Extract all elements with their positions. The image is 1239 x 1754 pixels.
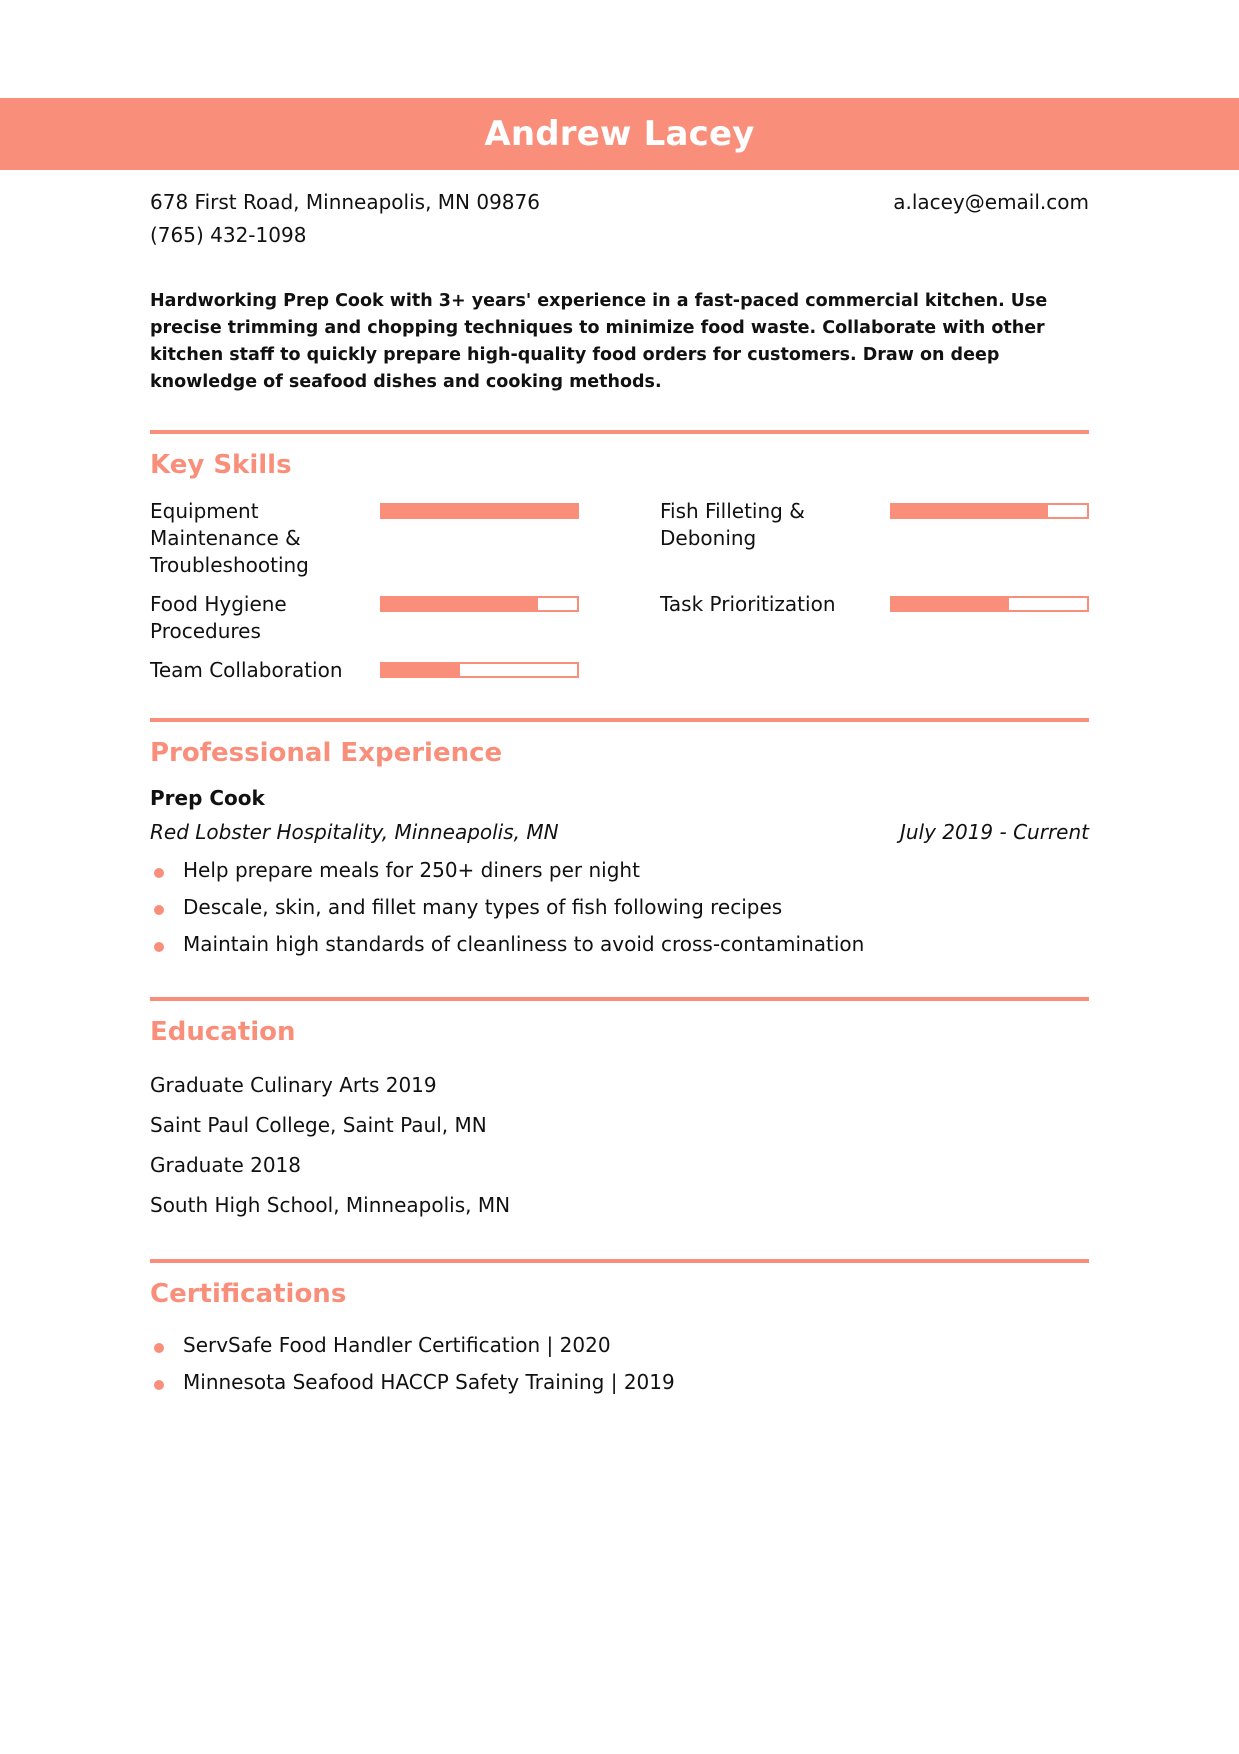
skills-title: Key Skills <box>150 450 292 480</box>
experience-section <box>150 718 1089 963</box>
skill-fill <box>382 505 577 517</box>
header-band <box>0 98 1239 170</box>
education-line: South High School, Minneapolis, MN <box>150 1193 511 1217</box>
skill-bar <box>380 503 579 519</box>
skill-fill <box>382 598 538 610</box>
experience-title: Professional Experience <box>150 738 503 768</box>
certifications-title: Certifications <box>150 1279 347 1309</box>
professional-summary: Hardworking Prep Cook with 3+ years' experience in a fast-paced commercial kitchen. Use precise trimming and chopping techniques to minimize food waste. Collaborate with other kitchen staff to quickly prepare high-quality food orders for customers. Draw on deep knowledge of seafood dishes and cooking methods. <box>150 291 1048 392</box>
skill-fill <box>892 505 1048 517</box>
skill-label: Equipment Maintenance & Troubleshooting <box>150 499 309 577</box>
skill-fill <box>382 664 460 676</box>
certification-list <box>150 1327 1089 1401</box>
contact-email[interactable]: a.lacey@email.com <box>893 190 1089 214</box>
certifications-section <box>150 1259 1089 1401</box>
contact-row-phone <box>150 219 1089 252</box>
job-bullets <box>150 852 1089 963</box>
skills-grid <box>150 498 1089 684</box>
list-item: ServSafe Food Handler Certification | 2020 <box>150 1327 1089 1364</box>
skill-label: Task Prioritization <box>660 592 836 616</box>
skill-bar <box>380 596 579 612</box>
resume-body <box>150 186 1089 1401</box>
job-meta <box>150 820 1089 844</box>
candidate-name: Andrew Lacey <box>484 114 755 154</box>
skill-bar <box>380 662 579 678</box>
skill-label: Food Hygiene Procedures <box>150 592 287 643</box>
skill-fill <box>892 598 1009 610</box>
list-item: Descale, skin, and fillet many types of fish following recipes <box>150 889 1089 926</box>
skill-bar <box>890 596 1089 612</box>
skill-bar <box>890 503 1089 519</box>
skill-label: Fish Filleting & Deboning <box>660 499 805 550</box>
company: Red Lobster Hospitality, Minneapolis, MN <box>150 820 559 844</box>
skill-label: Team Collaboration <box>150 658 343 682</box>
contact-phone: (765) 432-1098 <box>150 223 307 247</box>
job-title: Prep Cook <box>150 786 265 810</box>
skills-section <box>150 430 1089 684</box>
education-title: Education <box>150 1017 296 1047</box>
job-dates: July 2019 - Current <box>899 820 1089 844</box>
education-line: Saint Paul College, Saint Paul, MN <box>150 1113 487 1137</box>
list-item: Help prepare meals for 250+ diners per night <box>150 852 1089 889</box>
education-section <box>150 997 1089 1225</box>
list-item: Minnesota Seafood HACCP Safety Training | 2019 <box>150 1364 1089 1401</box>
contact-address: 678 First Road, Minneapolis, MN 09876 <box>150 190 540 214</box>
education-line: Graduate 2018 <box>150 1153 302 1177</box>
list-item: Maintain high standards of cleanliness to avoid cross-contamination <box>150 926 1089 963</box>
contact-row <box>150 186 1089 219</box>
education-line: Graduate Culinary Arts 2019 <box>150 1073 437 1097</box>
